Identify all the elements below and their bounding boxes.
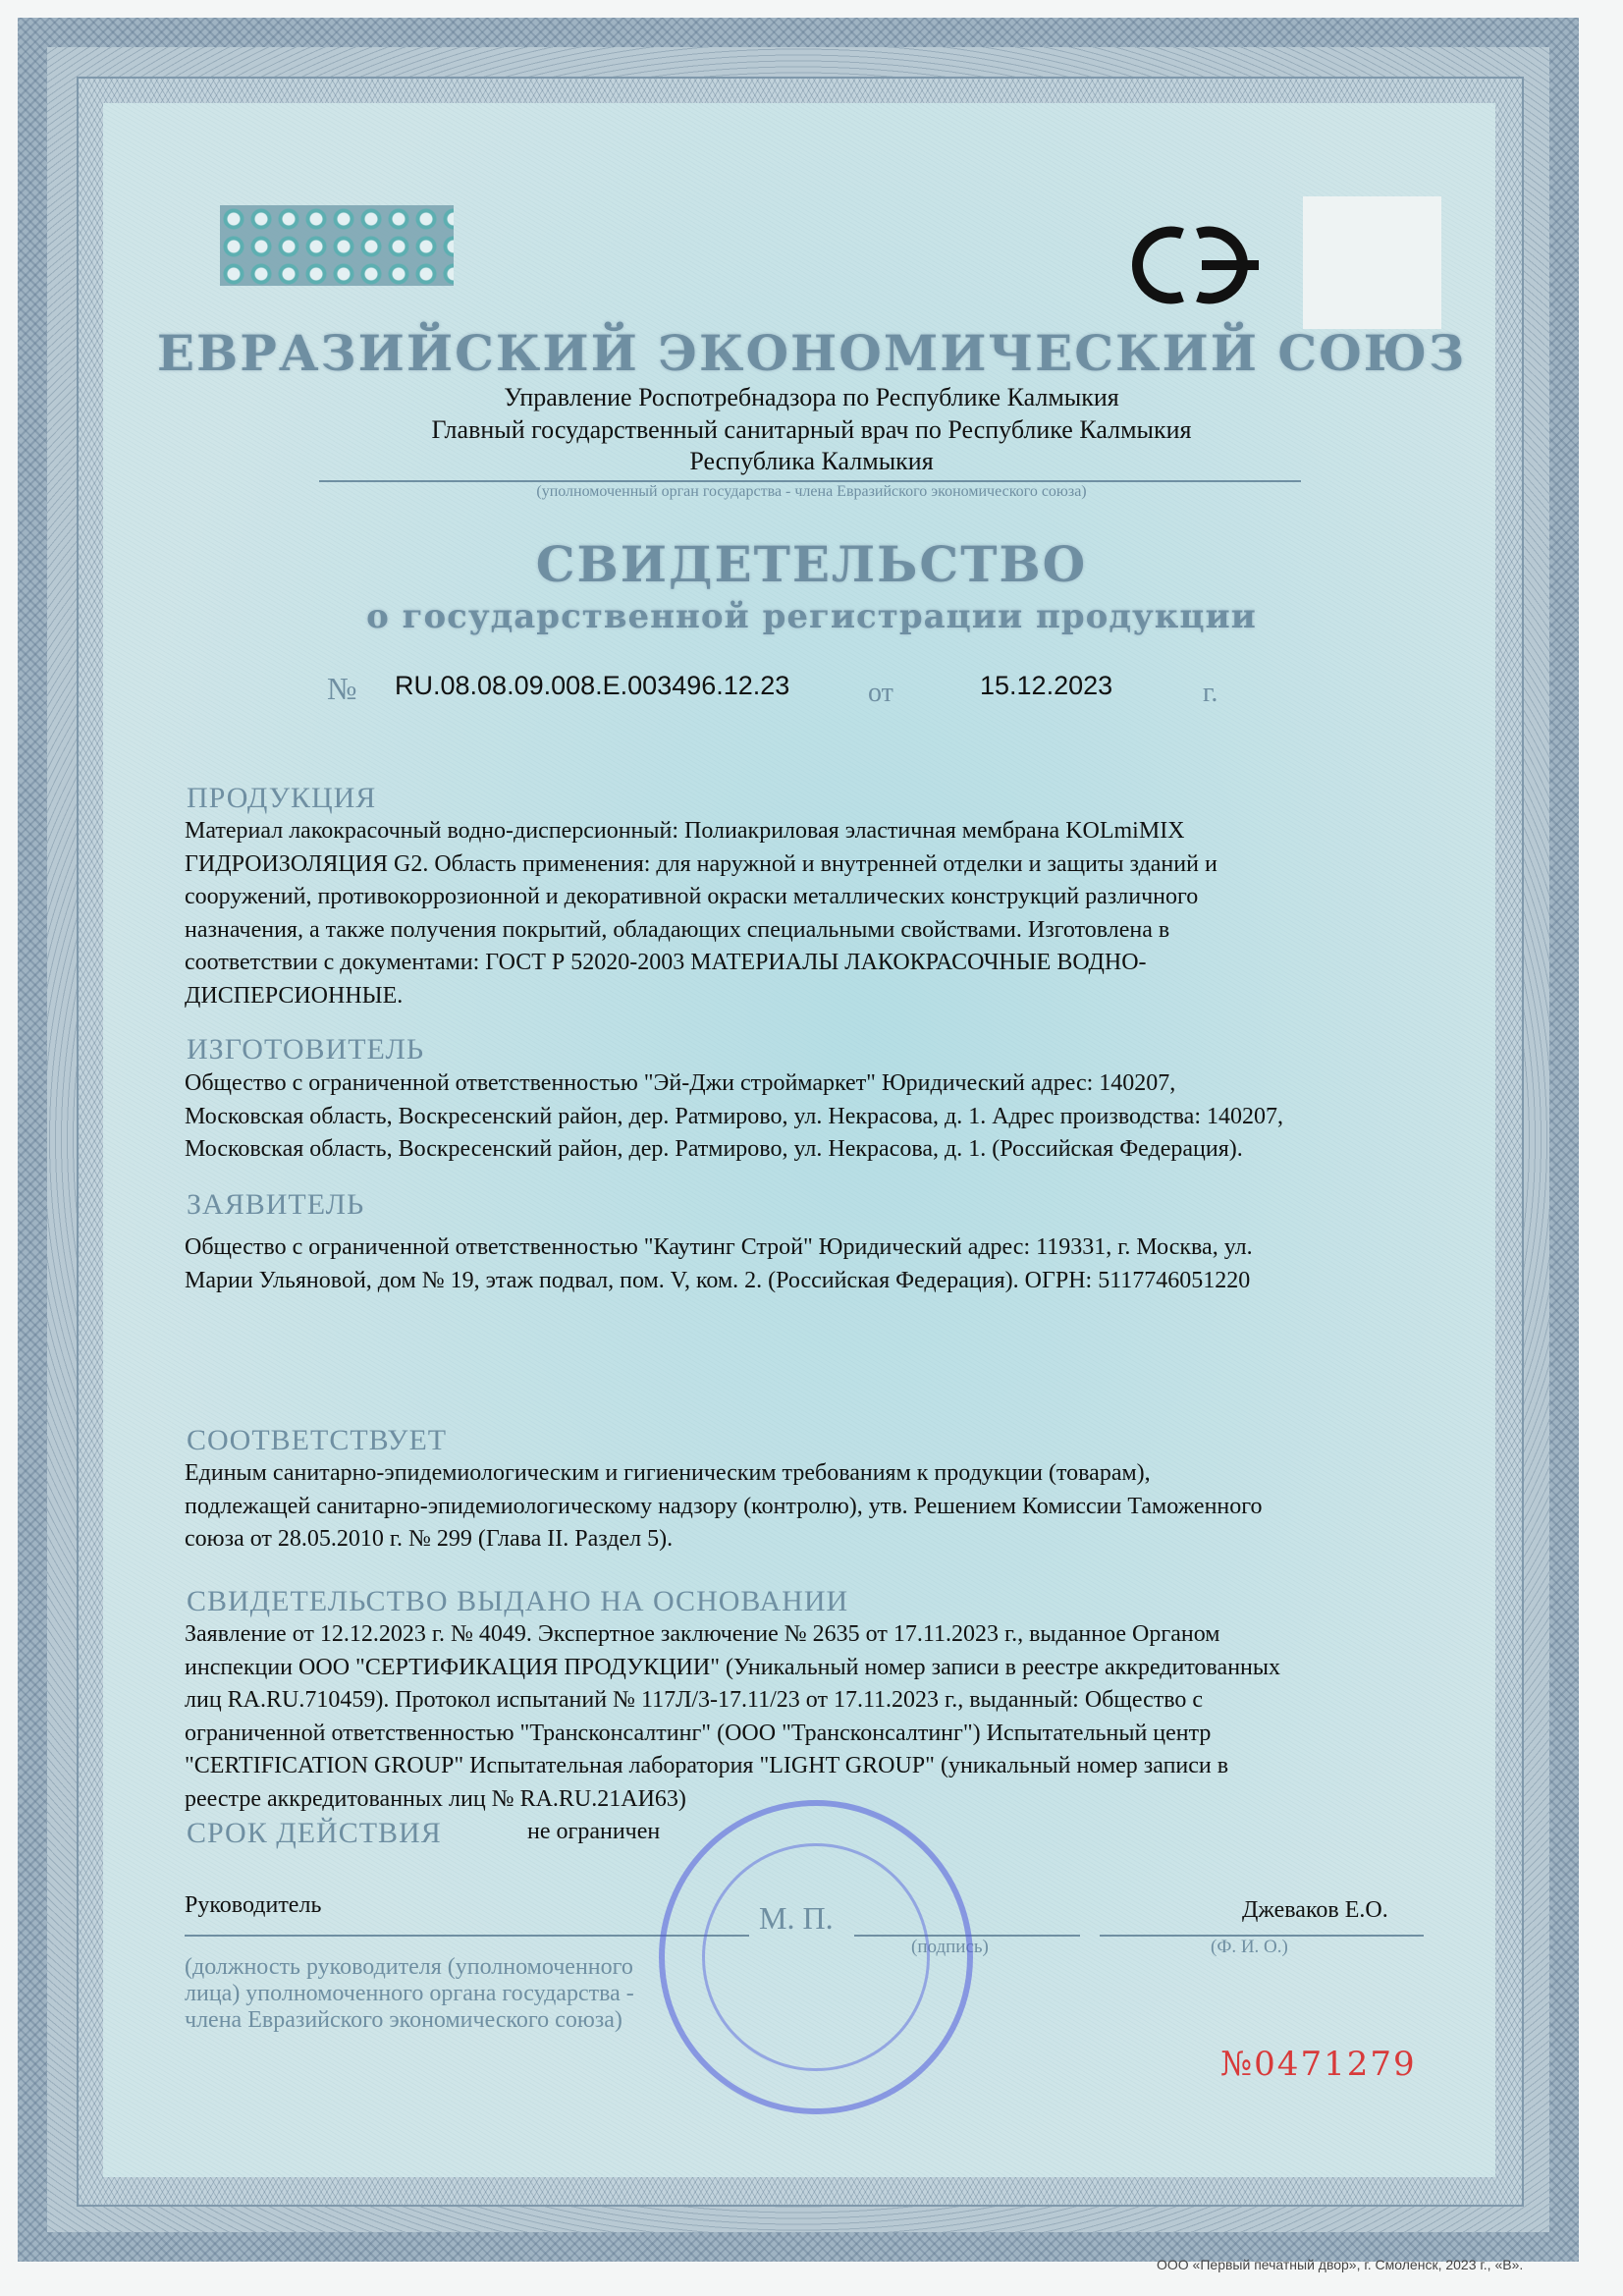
authority-line-1: Управление Роспотребнадзора по Республике Калмыкия [504,383,1119,411]
text-line: союза от 28.05.2010 г. № 299 (Глава II. Раздел 5). [185,1526,674,1552]
text-line: ДИСПЕРСИОННЫЕ. [185,982,404,1009]
stamp-place-label: М. П. [759,1900,834,1936]
signatory-name: Джеваков Е.О. [1242,1897,1388,1923]
divider [319,480,1301,482]
text-line: Московская область, Воскресенский район, дер. Ратмирово, ул. Некрасова, д. 1. (Российская Федерация). [185,1136,1243,1162]
number-sign: № [327,671,357,706]
text-line: назначения, а также получения покрытий, обладающих специальными свойствами. Изготовлена в [185,916,1170,943]
text-line: Заявление от 12.12.2023 г. № 4049. Экспертное заключение № 2635 от 17.11.2023 г., выданное Органом [185,1621,1220,1647]
position-caption [185,1954,634,2034]
signature-caption: (подпись) [911,1937,989,1957]
caption-line: (должность руководителя (уполномоченного [185,1954,633,1980]
text-line: Московская область, Воскресенский район, дер. Ратмирово, ул. Некрасова, д. 1. Адрес производства: 140207, [185,1103,1283,1129]
text-line: Марии Ульяновой, дом № 19, этаж подвал, пом. V, ком. 2. (Российская Федерация). ОГРН: 5117746051220 [185,1267,1251,1293]
basis-heading: СВИДЕТЕЛЬСТВО ВЫДАНО НА ОСНОВАНИИ [187,1585,849,1617]
text-line: ограниченной ответственностью "Трансконсалтинг" (ООО "Трансконсалтинг") Испытательный центр [185,1720,1212,1746]
applicant-heading: ЗАЯВИТЕЛЬ [187,1188,365,1221]
text-line: Общество с ограниченной ответственностью "Эй-Джи строймаркет" Юридический адрес: 140207, [185,1070,1176,1096]
certificate-subtitle: о государственной регистрации продукции [366,597,1257,636]
text-line: ГИДРОИЗОЛЯЦИЯ G2. Область применения: для наружной и внутренней отделки и защиты зданий и [185,850,1217,877]
text-line: Общество с ограниченной ответственностью "Каутинг Строй" Юридический адрес: 119331, г. Москва, ул. [185,1234,1253,1260]
form-serial-number: №0471279 [1220,2045,1417,2084]
text-line: соответствии с документами: ГОСТ Р 52020-2003 МАТЕРИАЛЫ ЛАКОКРАСОЧНЫЕ ВОДНО- [185,950,1147,975]
certificate-title: СВИДЕТЕЛЬСТВО [535,535,1088,593]
text-line: инспекции ООО "СЕРТИФИКАЦИЯ ПРОДУКЦИИ" (Уникальный номер записи в реестре аккредитованных [185,1654,1281,1680]
text-line: лиц RA.RU.710459). Протокол испытаний № 117Л/3-17.11/23 от 17.11.2023 г., выданный: Общество с [185,1687,1204,1713]
registration-number: RU.08.08.09.008.E.003496.12.23 [395,671,790,700]
text-line: Единым санитарно-эпидемиологическим и гигиеническим требованиям к продукции (товарам), [185,1460,1151,1486]
authority-line-3: Республика Калмыкия [689,447,934,475]
year-suffix: г. [1203,678,1218,708]
manufacturer-heading: ИЗГОТОВИТЕЛЬ [187,1033,425,1066]
conforms-text [185,1457,1461,1557]
printer-footer: ООО «Первый печатный двор», г. Смоленск, 2023 г., «В». [1157,2257,1524,2272]
official-stamp-inner-ring [702,1843,930,2071]
text-line: сооружений, противокоррозионной и декоративной окраски металлических конструкций различного [185,884,1199,909]
blank-patch [1303,196,1441,329]
text-line: "CERTIFICATION GROUP" Испытательная лаборатория "LIGHT GROUP" (уникальный номер записи в [185,1753,1229,1778]
manufacturer-text [185,1067,1461,1167]
hologram-sticker [220,205,454,286]
caption-line: члена Евразийского экономического союза) [185,2007,622,2033]
validity-value: не ограничен [527,1819,661,1844]
basis-text [185,1618,1461,1816]
signatory-position: Руководитель [185,1892,322,1918]
from-label: от [868,678,893,708]
applicant-text [185,1231,1461,1297]
product-heading: ПРОДУКЦИЯ [187,782,377,814]
validity-heading: СРОК ДЕЙСТВИЯ [187,1817,442,1849]
conforms-heading: СООТВЕТСТВУЕТ [187,1424,448,1456]
product-text [185,815,1461,1012]
sanitary-logo-icon [1121,220,1269,310]
text-line: подлежащей санитарно-эпидемиологическому надзору (контролю), утв. Решением Комиссии Таможенного [185,1493,1263,1519]
authority-line-2: Главный государственный санитарный врач по Республике Калмыкия [431,415,1192,444]
text-line: Материал лакокрасочный водно-дисперсионный: Полиакриловая эластичная мембрана KOLmiMIX [185,818,1185,844]
registration-date: 15.12.2023 [980,671,1113,700]
union-title: ЕВРАЗИЙСКИЙ ЭКОНОМИЧЕСКИЙ СОЮЗ [156,324,1467,382]
text-line: реестре аккредитованных лиц № RA.RU.21АИ63) [185,1785,686,1812]
name-caption: (Ф. И. О.) [1211,1937,1288,1957]
authority-caption: (уполномоченный орган государства - члена Евразийского экономического союза) [536,483,1087,500]
caption-line: лица) уполномоченного органа государства - [185,1981,634,2006]
